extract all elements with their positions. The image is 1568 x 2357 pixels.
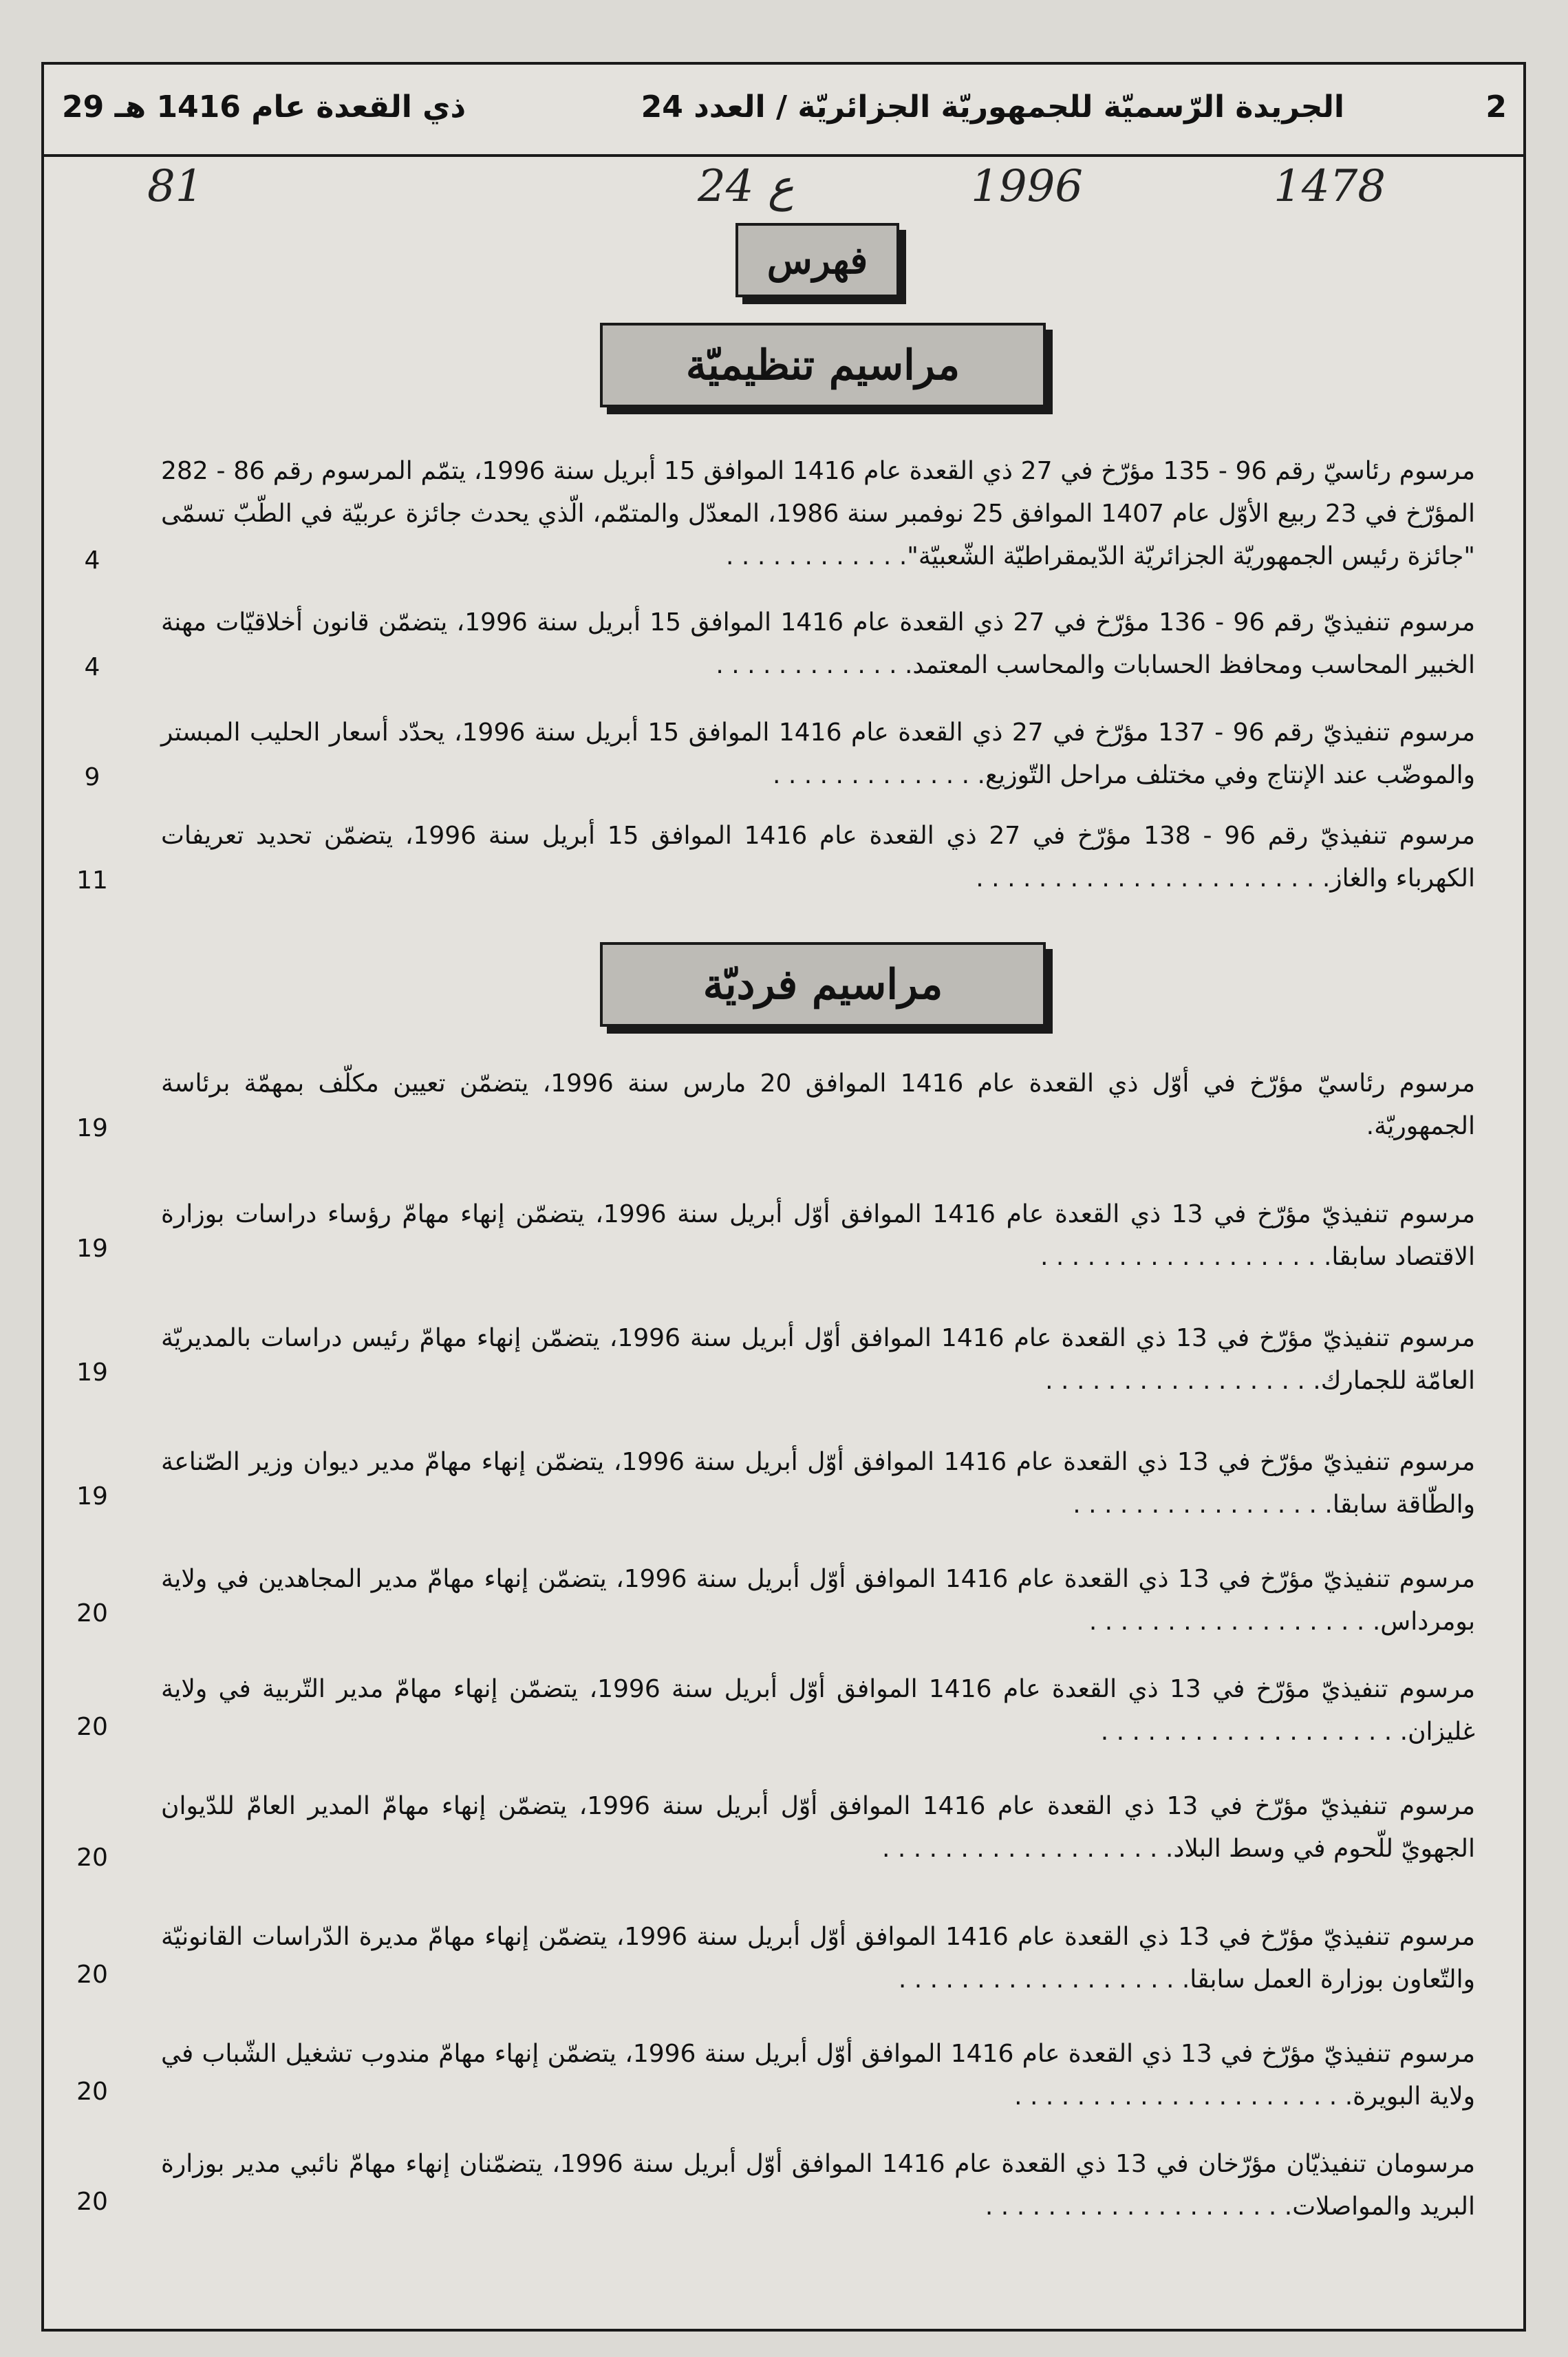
- entry-text: مرسوم تنفيذيّ مؤرّخ في 13 ذي القعدة عام 1416 الموافق أوّل أبريل سنة 1996، يتضمّن إنهاء مهامّ مندوب تشغيل الشّباب في ولاية البويرة.: [161, 2040, 1475, 2111]
- handwritten-note: 1478: [1274, 161, 1386, 212]
- page-number: 2: [1485, 89, 1507, 125]
- toc-entry: مرسوم تنفيذيّ مؤرّخ في 13 ذي القعدة عام 1416 الموافق أوّل أبريل سنة 1996، يتضمّن إنهاء مهامّ مندوب تشغيل الشّباب في ولاية البويرة. . . . . . . . . . . . . . . . . . . . . .: [161, 2040, 1475, 2111]
- toc-entry: مرسوم تنفيذيّ مؤرّخ في 13 ذي القعدة عام 1416 الموافق أوّل أبريل سنة 1996، يتضمّن إنهاء مهامّ مدير المجاهدين في ولاية بومرداس. . . . . . . . . . . . . . . . . . .: [161, 1565, 1475, 1636]
- entry-text: مرسوم تنفيذيّ مؤرّخ في 13 ذي القعدة عام 1416 الموافق أوّل أبريل سنة 1996، يتضمّن إنهاء مهامّ مدير المجاهدين في ولاية بومرداس.: [161, 1565, 1475, 1636]
- gazette-page: [41, 62, 1526, 2332]
- entry-page-number: 20: [76, 2078, 108, 2106]
- handwritten-note: 81: [147, 161, 204, 212]
- entry-page-number: 4: [84, 653, 100, 681]
- gazette-title: الجريدة الرّسميّة للجمهوريّة الجزائريّة / العدد 24: [641, 89, 1344, 125]
- toc-entry: مرسوم تنفيذيّ مؤرّخ في 13 ذي القعدة عام 1416 الموافق أوّل أبريل سنة 1996، يتضمّن إنهاء مهامّ مديرة الدّراسات القانونيّة والتّعاون بوزارة العمل سابقا. . . . . . . . . . . . . . . . . . .: [161, 1923, 1475, 1994]
- entry-page-number: 9: [84, 763, 100, 791]
- entry-page-number: 11: [76, 866, 108, 895]
- entry-text: مرسوم تنفيذيّ رقم 96 - 137 مؤرّخ في 27 ذي القعدة عام 1416 الموافق 15 أبريل سنة 1996، يحدّد أسعار الحليب المبستر والموضّب عند الإنتاج وفي مختلف مراحل التّوزيع.: [161, 718, 1475, 789]
- toc-entry: مرسوم تنفيذيّ مؤرّخ في 13 ذي القعدة عام 1416 الموافق أوّل أبريل سنة 1996، يتضمّن إنهاء مهامّ مدير التّربية في ولاية غليزان. . . . . . . . . . . . . . . . . . . .: [161, 1675, 1475, 1746]
- entry-page-number: 20: [76, 2188, 108, 2216]
- regulatory-decrees-title: مراسيم تنظيميّة: [600, 323, 1046, 407]
- handwritten-note: 1996: [971, 161, 1083, 212]
- entry-text: مرسومان تنفيذيّان مؤرّخان في 13 ذي القعدة عام 1416 الموافق أوّل أبريل سنة 1996، يتضمّنان إنهاء مهامّ نائبي مدير بوزارة البريد والمواصلات.: [161, 2150, 1475, 2221]
- index-title: فهرس: [735, 223, 899, 297]
- entry-text: مرسوم تنفيذيّ مؤرّخ في 13 ذي القعدة عام 1416 الموافق أوّل أبريل سنة 1996، يتضمّن إنهاء مهامّ مدير ديوان وزير الصّناعة والطّاقة سابقا.: [161, 1448, 1475, 1519]
- issue-date: 29 ذي القعدة عام 1416 هـ: [62, 89, 466, 125]
- entry-text: مرسوم رئاسيّ رقم 96 - 135 مؤرّخ في 27 ذي القعدة عام 1416 الموافق 15 أبريل سنة 1996، يتمّم المرسوم رقم 86 - 282 المؤرّخ في 23 ربيع الأوّل عام 1407 الموافق 25 نوفمبر سنة 1986، المعدّل والمتمّم، الّذي يحدث جائزة عربيّة في الطّبّ تسمّى "جائزة رئيس الجمهوريّة الجزائريّة الدّيمقراطيّة الشّعبيّة".: [161, 457, 1476, 570]
- entry-text: مرسوم تنفيذيّ مؤرّخ في 13 ذي القعدة عام 1416 الموافق أوّل أبريل سنة 1996، يتضمّن إنهاء مهامّ رئيس دراسات بالمديريّة العامّة للجمارك.: [161, 1324, 1475, 1395]
- toc-entry: [161, 1063, 1475, 1148]
- entry-page-number: 4: [84, 546, 100, 575]
- entry-text: مرسوم تنفيذيّ مؤرّخ في 13 ذي القعدة عام 1416 الموافق أوّل أبريل سنة 1996، يتضمّن إنهاء مهامّ المدير العامّ للدّيوان الجهويّ للّحوم في وسط البلاد.: [161, 1792, 1475, 1863]
- entry-text: مرسوم تنفيذيّ مؤرّخ في 13 ذي القعدة عام 1416 الموافق أوّل أبريل سنة 1996، يتضمّن إنهاء مهامّ رؤساء دراسات بوزارة الاقتصاد سابقا.: [161, 1200, 1476, 1271]
- entry-page-number: 20: [76, 1599, 108, 1628]
- toc-entry: مرسوم تنفيذيّ رقم 96 - 136 مؤرّخ في 27 ذي القعدة عام 1416 الموافق 15 أبريل سنة 1996، يتضمّن قانون أخلاقيّات مهنة الخبير المحاسب ومحافظ الحسابات والمحاسب المعتمد. . . . . . . . . . . . .: [161, 608, 1475, 679]
- entry-page-number: 19: [76, 1235, 108, 1263]
- entry-text: مرسوم تنفيذيّ رقم 96 - 136 مؤرّخ في 27 ذي القعدة عام 1416 الموافق 15 أبريل سنة 1996، يتضمّن قانون أخلاقيّات مهنة الخبير المحاسب ومحافظ الحسابات والمحاسب المعتمد.: [161, 608, 1475, 679]
- entry-text: مرسوم تنفيذيّ مؤرّخ في 13 ذي القعدة عام 1416 الموافق أوّل أبريل سنة 1996، يتضمّن إنهاء مهامّ مدير التّربية في ولاية غليزان.: [161, 1675, 1475, 1746]
- individual-decrees-title: مراسيم فرديّة: [600, 942, 1046, 1027]
- entry-text: مرسوم تنفيذيّ رقم 96 - 138 مؤرّخ في 27 ذي القعدة عام 1416 الموافق 15 أبريل سنة 1996، يتضمّن تحديد تعريفات الكهرباء والغاز.: [161, 822, 1475, 893]
- entry-page-number: 20: [76, 1961, 108, 1989]
- toc-entry: مرسوم تنفيذيّ مؤرّخ في 13 ذي القعدة عام 1416 الموافق أوّل أبريل سنة 1996، يتضمّن إنهاء مهامّ المدير العامّ للدّيوان الجهويّ للّحوم في وسط البلاد. . . . . . . . . . . . . . . . . . .: [161, 1792, 1475, 1863]
- toc-entry: مرسوم تنفيذيّ رقم 96 - 137 مؤرّخ في 27 ذي القعدة عام 1416 الموافق 15 أبريل سنة 1996، يحدّد أسعار الحليب المبستر والموضّب عند الإنتاج وفي مختلف مراحل التّوزيع. . . . . . . . . . . . . .: [161, 718, 1475, 789]
- entry-page-number: 19: [76, 1114, 108, 1142]
- page-header: [44, 65, 1523, 157]
- entry-page-number: 19: [76, 1482, 108, 1511]
- entry-page-number: 19: [76, 1358, 108, 1387]
- toc-entry: مرسوم تنفيذيّ رقم 96 - 138 مؤرّخ في 27 ذي القعدة عام 1416 الموافق 15 أبريل سنة 1996، يتضمّن تحديد تعريفات الكهرباء والغاز. . . . . . . . . . . . . . . . . . . . . . .: [161, 822, 1475, 893]
- toc-entry: مرسومان تنفيذيّان مؤرّخان في 13 ذي القعدة عام 1416 الموافق أوّل أبريل سنة 1996، يتضمّنان إنهاء مهامّ نائبي مدير بوزارة البريد والمواصلات. . . . . . . . . . . . . . . . . . . .: [161, 2150, 1475, 2221]
- toc-entry: مرسوم تنفيذيّ مؤرّخ في 13 ذي القعدة عام 1416 الموافق أوّل أبريل سنة 1996، يتضمّن إنهاء مهامّ مدير ديوان وزير الصّناعة والطّاقة سابقا. . . . . . . . . . . . . . . . .: [161, 1448, 1475, 1519]
- entry-text: مرسوم تنفيذيّ مؤرّخ في 13 ذي القعدة عام 1416 الموافق أوّل أبريل سنة 1996، يتضمّن إنهاء مهامّ مديرة الدّراسات القانونيّة والتّعاون بوزارة العمل سابقا.: [161, 1923, 1475, 1994]
- toc-entry: مرسوم تنفيذيّ مؤرّخ في 13 ذي القعدة عام 1416 الموافق أوّل أبريل سنة 1996، يتضمّن إنهاء مهامّ رؤساء دراسات بوزارة الاقتصاد سابقا. . . . . . . . . . . . . . . . . . .: [161, 1200, 1476, 1271]
- toc-entry: مرسوم تنفيذيّ مؤرّخ في 13 ذي القعدة عام 1416 الموافق أوّل أبريل سنة 1996، يتضمّن إنهاء مهامّ رئيس دراسات بالمديريّة العامّة للجمارك. . . . . . . . . . . . . . . . . .: [161, 1324, 1475, 1395]
- entry-text: مرسوم رئاسيّ مؤرّخ في أوّل ذي القعدة عام 1416 الموافق 20 مارس سنة 1996، يتضمّن تعيين مكلّف بمهمّة برئاسة الجمهوريّة.: [161, 1069, 1475, 1140]
- entry-page-number: 20: [76, 1844, 108, 1872]
- entry-page-number: 20: [76, 1713, 108, 1741]
- handwritten-note: ع 24: [698, 161, 794, 212]
- toc-entry: مرسوم رئاسيّ رقم 96 - 135 مؤرّخ في 27 ذي القعدة عام 1416 الموافق 15 أبريل سنة 1996، يتمّم المرسوم رقم 86 - 282 المؤرّخ في 23 ربيع الأوّل عام 1407 الموافق 25 نوفمبر سنة 1986، المعدّل والمتمّم، الّذي يحدث جائزة عربيّة في الطّبّ تسمّى "جائزة رئيس الجمهوريّة الجزائريّة الدّيمقراطيّة الشّعبيّة". . . . . . . . . . . .: [161, 457, 1476, 570]
